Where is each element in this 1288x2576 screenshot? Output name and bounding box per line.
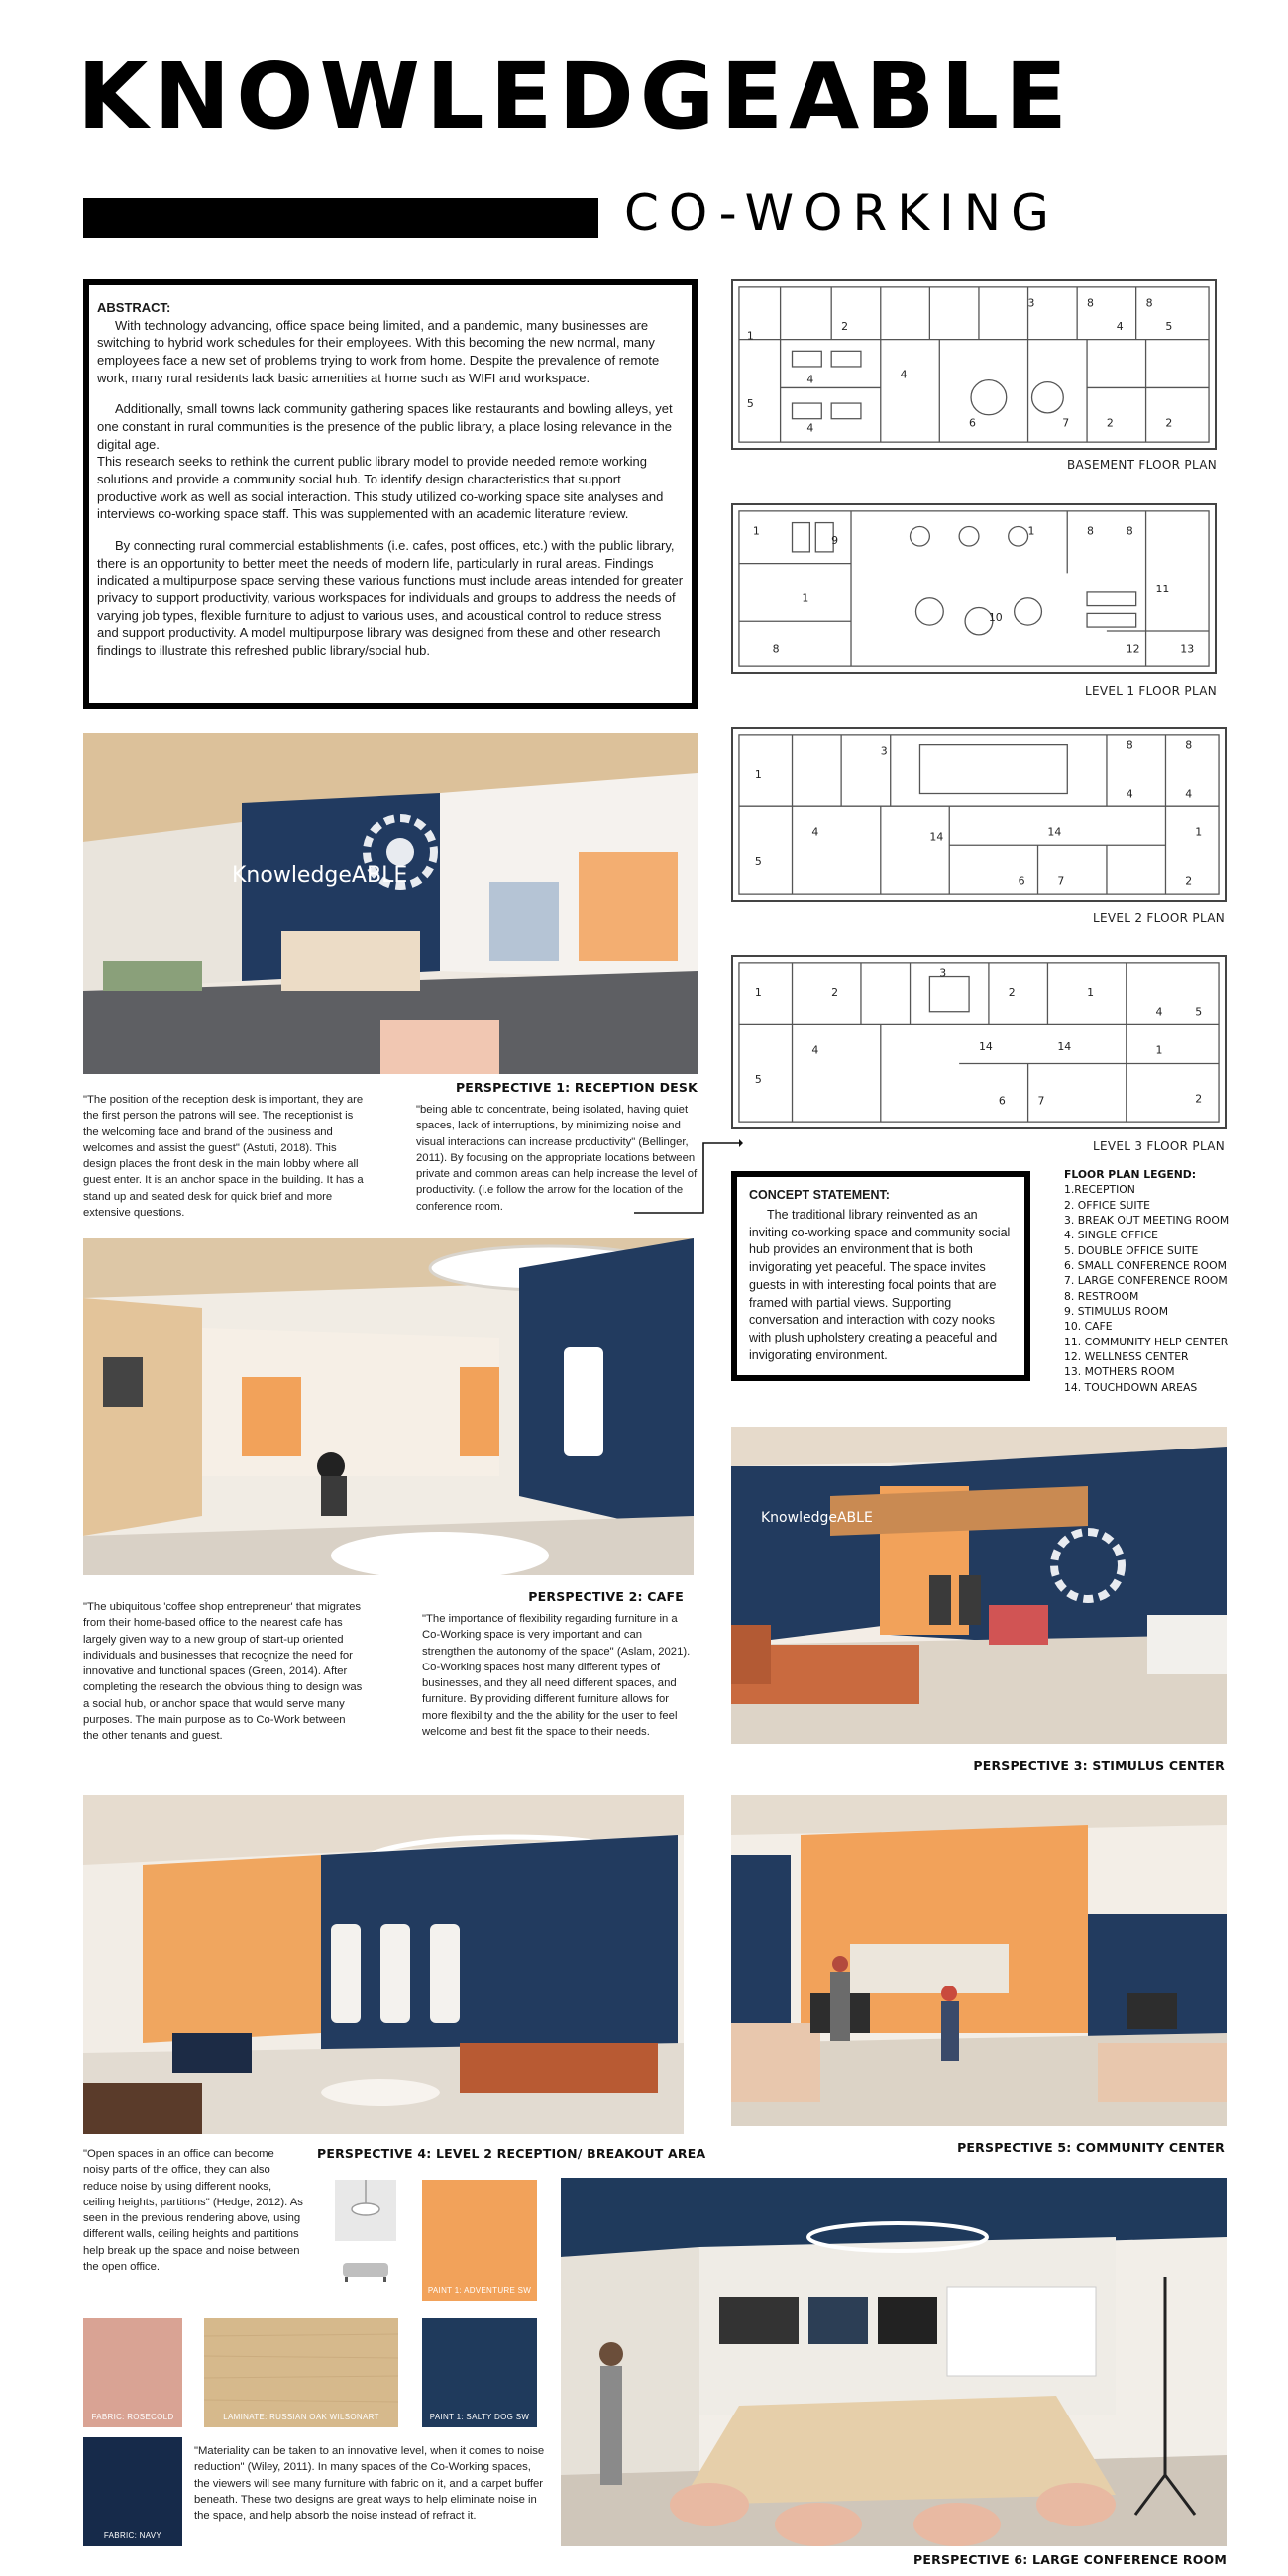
svg-text:8: 8: [1087, 296, 1095, 310]
svg-text:13: 13: [1180, 642, 1195, 656]
svg-text:8: 8: [1126, 738, 1133, 752]
svg-text:2: 2: [1008, 986, 1016, 1000]
perspective-2-text-right: "The importance of flexibility regarding furniture in a Co-Working space is very important and can strengthen the autonomy of the space" (Aslam, 2021). Co-Working spaces host many different types of businesses, and they all need different spaces, and furniture. By providing different furniture allows for more flexibility and the the ability for the user to feel welcome and best fit the space to their needs.: [422, 1613, 691, 1738]
level-3-floor-plan-label: LEVEL 3 FLOOR PLAN: [1093, 1139, 1225, 1153]
swatch-salty-dog-label: PAINT 1: SALTY DOG SW: [429, 2413, 530, 2421]
svg-text:5: 5: [1195, 1005, 1203, 1019]
level-1-floor-plan-label: LEVEL 1 FLOOR PLAN: [1085, 684, 1217, 698]
svg-text:2: 2: [1195, 1092, 1203, 1106]
svg-text:8: 8: [1145, 296, 1153, 310]
legend-item: 7. LARGE CONFERENCE ROOM: [1064, 1274, 1228, 1288]
svg-text:1: 1: [754, 767, 762, 781]
concept-statement-box: [731, 1171, 1030, 1381]
legend-item: 5. DOUBLE OFFICE SUITE: [1064, 1243, 1199, 1257]
swatch-navy: [83, 2437, 182, 2546]
perspective-2-cafe-render: [83, 1238, 694, 1575]
swatch-adventure-label: PAINT 1: ADVENTURE SW: [427, 2286, 532, 2295]
svg-text:14: 14: [1057, 1039, 1072, 1053]
svg-text:1: 1: [802, 591, 809, 605]
perspective-6-conference-render: [561, 2178, 1227, 2546]
swatch-color-orange: [422, 2180, 537, 2301]
svg-text:2: 2: [1185, 874, 1193, 888]
perspective-3-stimulus-render: [731, 1427, 1227, 1744]
abstract-paragraph-4: By connecting rural commercial establishments (i.e. cafes, post offices, etc.) with the public library, there is an opportunity to better meet the needs of modern life, particularly in rural areas. Findings indicated a multipurpose space serving these various functions must include areas intended for greater privacy to support productivity, various workspaces for individuals and groups to address the needs of varying job types, flexible furniture to adjust to various uses, and acoustical control to reduce stress and support productivity. A model multipurpose library was designed from these and other research findings to illustrate this refreshed public library/social hub.: [97, 538, 684, 659]
svg-text:1: 1: [1027, 524, 1035, 538]
concept-text: The traditional library reinvented as an inviting co-working space and community social hub provides an environment that is both invigorating yet peaceful. The space invites guests in with interesting focal points that are framed with partial views. Supporting conversation and interaction with cozy nooks with plush upholstery creating a peaceful and invigorating environment.: [749, 1207, 1011, 1362]
svg-text:12: 12: [1126, 642, 1140, 656]
svg-text:2: 2: [841, 319, 849, 333]
svg-text:8: 8: [1087, 524, 1095, 538]
legend-item: 6. SMALL CONFERENCE ROOM: [1064, 1258, 1227, 1272]
svg-text:7: 7: [1057, 874, 1065, 888]
abstract-paragraph-1: With technology advancing, office space being limited, and a pandemic, many businesses are switching to hybrid work schedules for their employees. With this becoming the new normal, many employees face a new set of problems trying to work from home. Despite the prevalence of remote work, many rural residents lack basic amenities at home such as WIFI and workspace.: [97, 317, 660, 385]
svg-text:4: 4: [1116, 319, 1124, 333]
reception-sign-text: KnowledgeABLE: [232, 863, 408, 888]
swatch-adventure: [422, 2180, 537, 2301]
svg-text:6: 6: [1018, 874, 1025, 888]
swatch-laminate: [204, 2318, 398, 2427]
svg-text:14: 14: [1047, 825, 1062, 839]
svg-text:5: 5: [746, 397, 754, 410]
svg-text:7: 7: [1062, 416, 1070, 430]
svg-text:8: 8: [1126, 524, 1133, 538]
legend-item: 13. MOTHERS ROOM: [1064, 1365, 1175, 1379]
svg-text:1: 1: [1087, 986, 1095, 1000]
svg-text:6: 6: [969, 416, 976, 430]
svg-text:4: 4: [811, 825, 819, 839]
perspective-2-text-left: "The ubiquitous 'coffee shop entrepreneur' that migrates from their home-based office to the nearest cafe has largely given way to a new group of start-up oriented individuals and businesses that recognize the need for innovative and functional spaces (Green, 2014). After completing the research the obvious thing to design was a social hub, or anchor space that would serve many purposes. The main purpose as to Co-Work between the other tenants and guest.: [83, 1601, 363, 1743]
legend-item: 14. TOUCHDOWN AREAS: [1064, 1380, 1198, 1394]
svg-text:1: 1: [1195, 825, 1203, 839]
svg-text:10: 10: [988, 611, 1003, 625]
swatch-color-pink: [83, 2318, 182, 2427]
level-3-floor-plan: [731, 955, 1227, 1129]
svg-text:1: 1: [752, 524, 760, 538]
perspective-1-text-right: "being able to concentrate, being isolated, having quiet spaces, lack of interruptions, by minimizing noise and visual interactions can increase productivity" (Bellinger, 2011). By focusing on the appropriate locations between private and common areas can help increase the level of productivity. (i.e follow the arrow for the location of the conference room.: [416, 1104, 698, 1213]
svg-text:5: 5: [754, 854, 762, 868]
conference-room-arrow: [634, 1139, 743, 1219]
perspective-6-caption: PERSPECTIVE 6: LARGE CONFERENCE ROOM: [913, 2552, 1227, 2567]
legend-item: 12. WELLNESS CENTER: [1064, 1349, 1189, 1363]
svg-text:4: 4: [1185, 787, 1193, 801]
legend-heading: FLOOR PLAN LEGEND:: [1064, 1168, 1197, 1181]
svg-text:14: 14: [929, 830, 944, 844]
svg-text:3: 3: [1027, 296, 1035, 310]
svg-text:3: 3: [880, 744, 888, 758]
svg-text:7: 7: [1037, 1094, 1045, 1108]
stimulus-sign-text: KnowledgeABLE: [761, 1510, 873, 1526]
perspective-1-reception-render: [83, 733, 698, 1074]
swatch-navy-label: FABRIC: NAVY: [103, 2531, 162, 2540]
perspective-1-caption: PERSPECTIVE 1: RECEPTION DESK: [455, 1080, 698, 1095]
svg-text:1: 1: [1155, 1043, 1163, 1057]
title-black-bar: [83, 198, 598, 238]
legend-item: 1.RECEPTION: [1064, 1183, 1135, 1197]
svg-text:4: 4: [806, 373, 814, 386]
legend-item: 9. STIMULUS ROOM: [1064, 1304, 1169, 1318]
svg-text:4: 4: [811, 1043, 819, 1057]
materiality-text: "Materiality can be taken to an innovative level, when it comes to noise reduction" (Wiley, 2011). In many spaces of the Co-Working spaces, the viewers will see many furniture with fabric on it, and a carpet buffer beneath. These two designs are great ways to help eliminate noise in the space, and help absorb the noise instead of refract it.: [194, 2445, 545, 2522]
perspective-5-caption: PERSPECTIVE 5: COMMUNITY CENTER: [957, 2140, 1225, 2155]
legend-item: 4. SINGLE OFFICE: [1064, 1229, 1158, 1242]
svg-text:4: 4: [806, 421, 814, 435]
svg-text:2: 2: [1106, 416, 1114, 430]
svg-text:4: 4: [1126, 787, 1133, 801]
legend-item: 2. OFFICE SUITE: [1064, 1198, 1150, 1212]
svg-text:8: 8: [1185, 738, 1193, 752]
poster-title: KNOWLEDGEABLE: [77, 44, 1073, 150]
perspective-4-text: "Open spaces in an office can become noisy parts of the office, they can also reduce noise by using different nooks, ceiling heights, partitions" (Hedge, 2012). As seen in the previous rendering above, using different walls, ceiling heights and partitions help break up the space and noise between the open office.: [83, 2148, 303, 2273]
sofa-sample: [335, 2249, 396, 2289]
swatch-laminate-label: LAMINATE: RUSSIAN OAK WILSONART: [223, 2413, 379, 2421]
level-1-floor-plan: [731, 503, 1217, 674]
svg-text:8: 8: [772, 642, 780, 656]
perspective-4-level-2-render: [83, 1795, 684, 2134]
svg-text:1: 1: [746, 329, 754, 343]
svg-text:3: 3: [939, 966, 947, 980]
svg-text:9: 9: [831, 534, 839, 548]
svg-text:6: 6: [998, 1094, 1006, 1108]
perspective-1-text-left: "The position of the reception desk is important, they are the first person the patrons will see. The receptionist is the welcoming face and brand of the business and welcomes and assist the guest" (Astuti, 2018). This design places the front desk in the main lobby where all guest enter. It is an anchor space in the building. It has a stand up and seated desk for quick brief and more extensive questions.: [83, 1094, 364, 1219]
svg-text:5: 5: [1165, 319, 1173, 333]
svg-text:5: 5: [754, 1073, 762, 1087]
abstract-box: [83, 279, 698, 709]
perspective-3-caption: PERSPECTIVE 3: STIMULUS CENTER: [973, 1758, 1225, 1772]
legend-item: 3. BREAK OUT MEETING ROOM: [1064, 1213, 1230, 1227]
swatch-color-navy-fabric: [83, 2437, 182, 2546]
svg-text:11: 11: [1155, 582, 1170, 595]
svg-text:14: 14: [979, 1039, 993, 1053]
svg-text:2: 2: [831, 986, 839, 1000]
perspective-5-community-render: [731, 1795, 1227, 2126]
floor-plan-legend: [1064, 1167, 1288, 1395]
basement-floor-plan: [731, 279, 1217, 450]
legend-item: 10. CAFE: [1064, 1320, 1113, 1334]
perspective-2-caption: PERSPECTIVE 2: CAFE: [528, 1589, 684, 1604]
level-2-floor-plan: [731, 727, 1227, 902]
concept-heading: CONCEPT STATEMENT:: [749, 1188, 890, 1202]
svg-text:2: 2: [1165, 416, 1173, 430]
abstract-heading: ABSTRACT:: [97, 300, 171, 315]
abstract-paragraph-3: This research seeks to rethink the current public library model to provide needed remote working solutions and provide a community social hub. To identify design characteristics that support productive work as well as social interaction. This study utilized co-working space site analyses and interviews co-working space staff. This was supplemented with an academic literature review.: [97, 454, 664, 522]
swatch-color-navy-paint: [422, 2318, 537, 2427]
svg-text:4: 4: [900, 368, 908, 381]
swatch-rosecold: [83, 2318, 182, 2427]
pendant-light-sample: [335, 2180, 396, 2241]
poster-subtitle: CO-WORKING: [624, 184, 1059, 242]
svg-text:1: 1: [754, 986, 762, 1000]
basement-floor-plan-label: BASEMENT FLOOR PLAN: [1067, 458, 1217, 472]
swatch-salty-dog: [422, 2318, 537, 2427]
level-2-floor-plan-label: LEVEL 2 FLOOR PLAN: [1093, 912, 1225, 925]
svg-text:4: 4: [1155, 1005, 1163, 1019]
perspective-4-caption: PERSPECTIVE 4: LEVEL 2 RECEPTION/ BREAKOUT AREA: [317, 2146, 706, 2161]
swatch-rosecold-label: FABRIC: ROSECOLD: [91, 2413, 174, 2421]
abstract-paragraph-2: Additionally, small towns lack community gathering spaces like restaurants and bowling alleys, yet one constant in rural communities is the presence of the public library, a place losing relevance in the digital age.: [97, 401, 673, 452]
legend-item: 11. COMMUNITY HELP CENTER: [1064, 1335, 1229, 1348]
legend-item: 8. RESTROOM: [1064, 1289, 1139, 1303]
